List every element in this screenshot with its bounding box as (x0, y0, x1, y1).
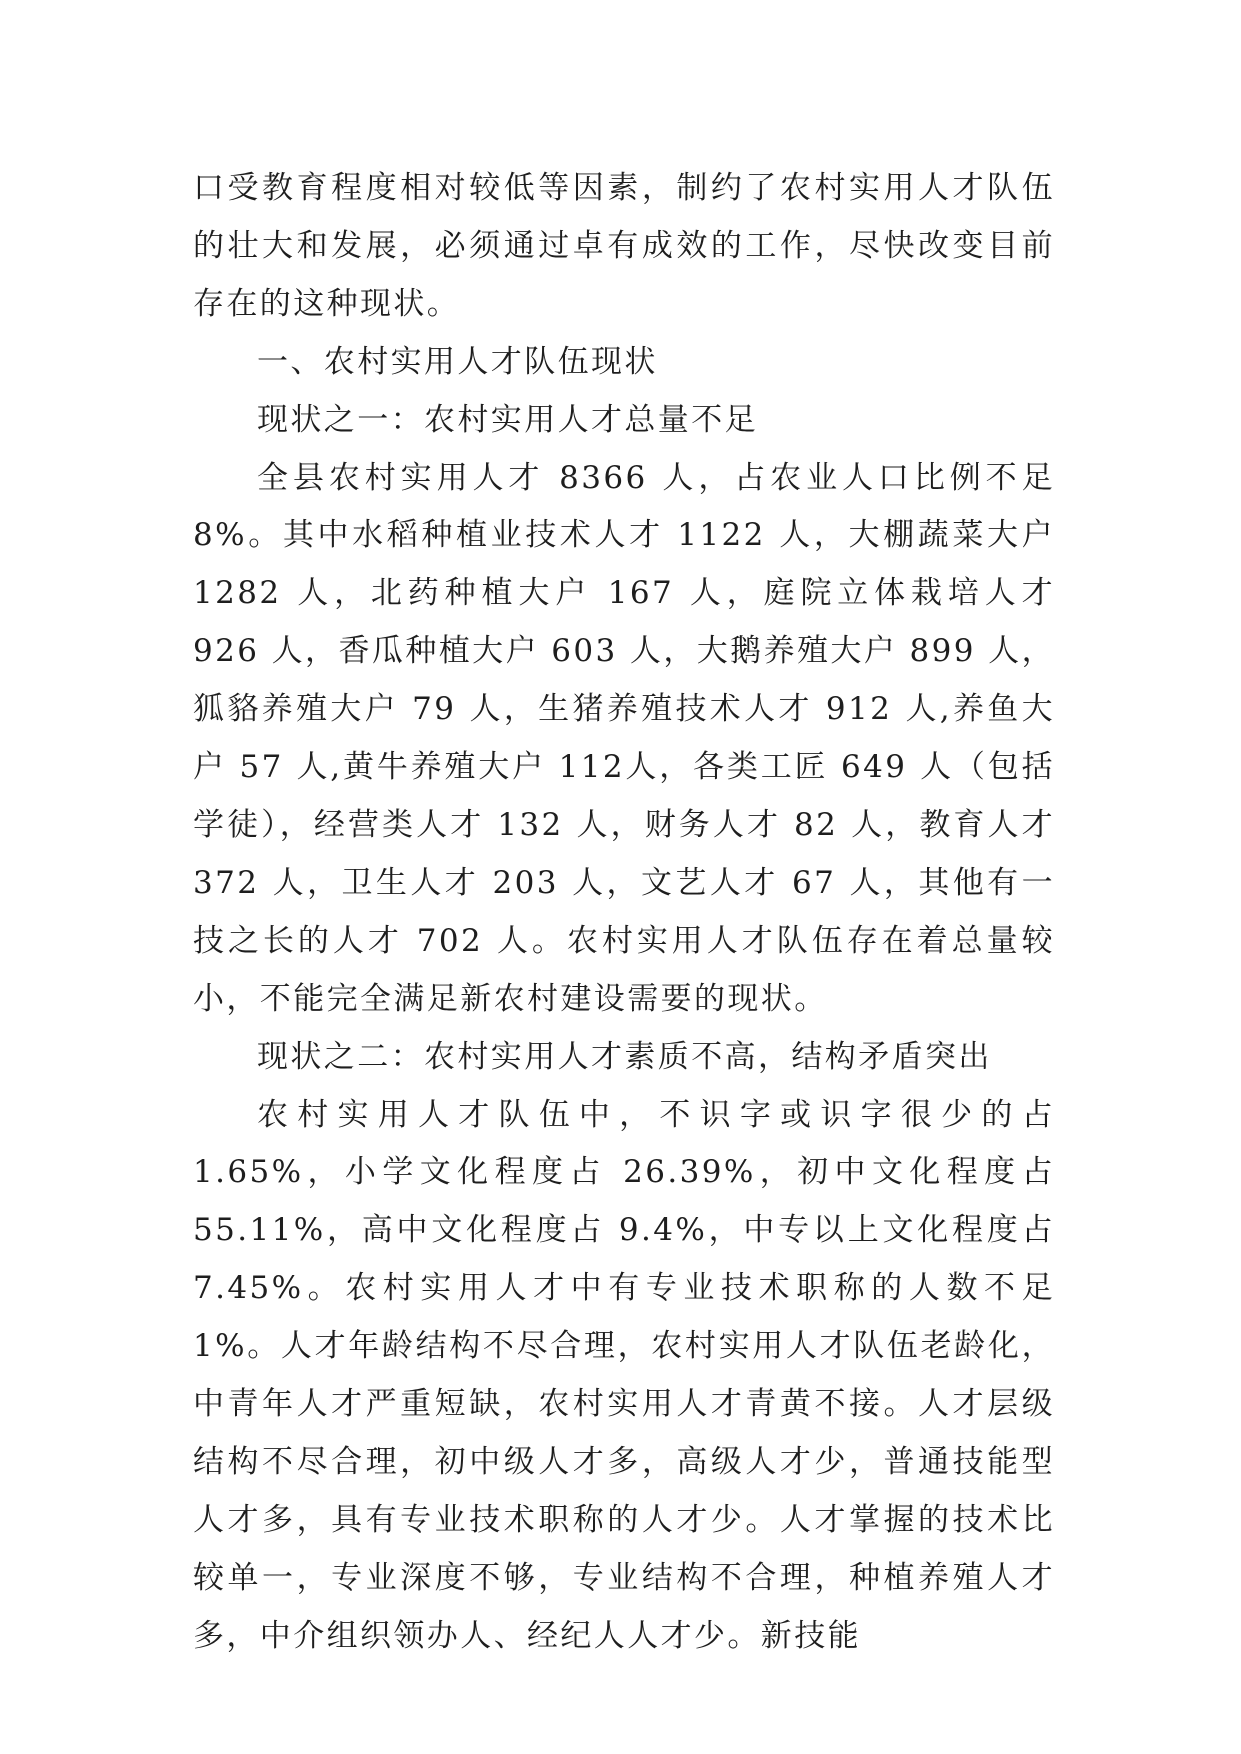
paragraph-talent-quality: 农村实用人才队伍中，不识字或识字很少的占 1.65%，小学文化程度占 26.39%，初中文化程度占 55.11%，高中文化程度占 9.4%，中专以上文化程度占 7.45%。农村实用人才中有专业技术职称的人数不足 1%。人才年龄结构不尽合理，农村实用人才队伍老龄化，中青年人才严重短缺，农村实用人才青黄不接。人才层级结构不尽合理，初中级人才多，高级人才少，普通技能型人才多，具有专业技术职称的人才少。人才掌握的技术比较单一，专业深度不够，专业结构不合理，种植养殖人才多，中介组织领办人、经纪人人才少。新技能 (193, 1096, 1055, 1654)
subheading-status-two: 现状之二：农村实用人才素质不高，结构矛盾突出 (257, 1038, 992, 1075)
section-heading: 一、农村实用人才队伍现状 (257, 343, 658, 380)
document-body (193, 160, 1055, 1666)
paragraph-talent-totals: 全县农村实用人才 8366 人，占农业人口比例不足 8%。其中水稻种植业技术人才 1122 人，大棚蔬菜大户 1282 人，北药种植大户 167 人，庭院立体栽培人才 926 人，香瓜种植大户 603 人，大鹅养殖大户 899 人，狐貉养殖大户 79 人，生猪养殖技术人才 912 人,养鱼大户 57 人,黄牛养殖大户 112人，各类工匠 649 人（包括学徒），经营类人才 132 人，财务人才 82 人，教育人才 372 人，卫生人才 203 人，文艺人才 67 人，其他有一技之长的人才 702 人。农村实用人才队伍存在着总量较小，不能完全满足新农村建设需要的现状。 (193, 459, 1055, 1017)
subheading-status-one: 现状之一：农村实用人才总量不足 (257, 401, 758, 438)
paragraph-continuation: 口受教育程度相对较低等因素，制约了农村实用人才队伍的壮大和发展，必须通过卓有成效的工作，尽快改变目前存在的这种现状。 (193, 170, 1055, 322)
